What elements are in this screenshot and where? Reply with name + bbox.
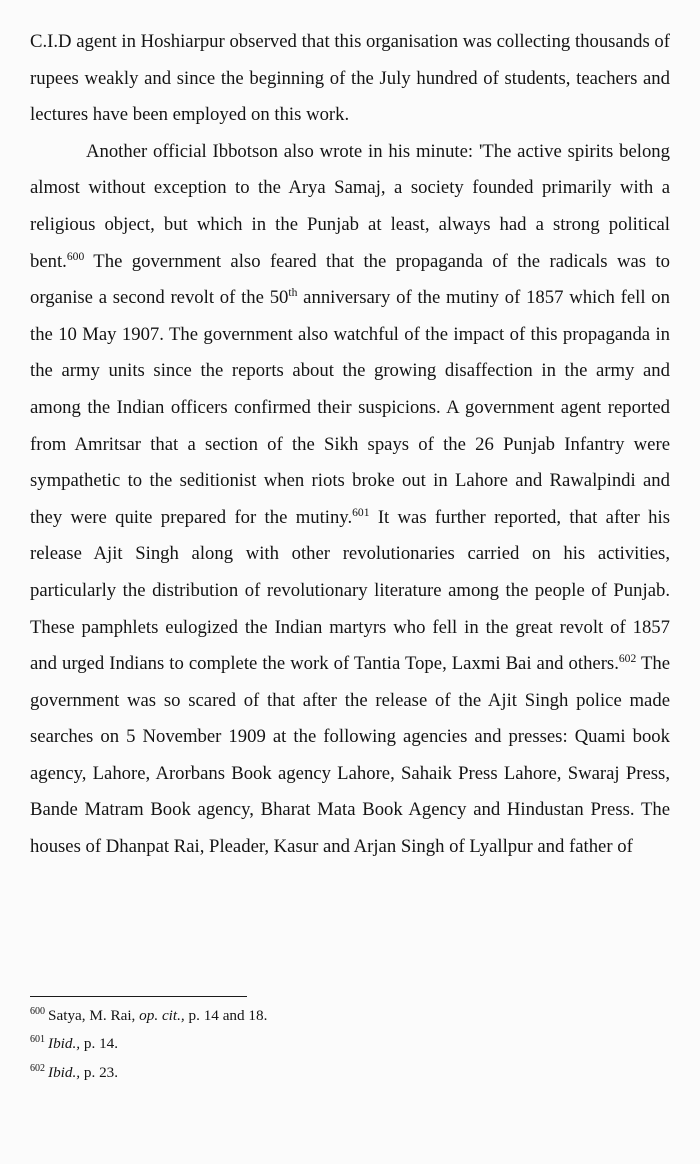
footnote-marker: th <box>288 285 298 299</box>
italic-citation-term: Ibid., <box>48 1035 81 1053</box>
footnote-number: 600 <box>30 1005 46 1017</box>
text-run: The government was so scared of that after the release of the Ajit Singh police made searches on 5 November 1909 at the following agencies and presses: Quami book agency, Lahore, Arorbans Book agency Lahore, Sahaik Press Lahore, Swaraj Press, Bande Matram Book agency, Bharat Mata Book Agency and Hindustan Press. The houses of Dhanpat Rai, Pleader, Kasur and Arjan Singh of Lyallpur and father of <box>30 653 671 858</box>
text-run: p. 14. <box>80 1035 119 1053</box>
body-text-block <box>30 24 670 866</box>
text-run: anniversary of the mutiny of 1857 which fell on the 10 May 1907. The government also watchful of the impact of this propaganda in the army units since the reports about the growing disaffection in the army and among the Indian officers confirmed their suspicions. A government agent reported from Amritsar that a section of the Sikh spays of the 26 Punjab Infantry were sympathetic to the seditionist when riots broke out in Lahore and Rawalpindi and they were quite prepared for the mutiny. <box>30 287 670 528</box>
text-run: The government also feared that the propaganda of the radicals was to organise a second revolt of the 50 <box>30 250 670 309</box>
footnote-separator-rule <box>30 996 247 997</box>
italic-citation-term: Ibid., <box>48 1063 81 1081</box>
text-run: Another official Ibbotson also wrote in his minute: 'The active spirits belong almost without exception to the Arya Samaj, a society founded primarily with a religious object, but which in the Punjab at least, always had a strong political bent. <box>30 140 670 272</box>
text-run: p. 14 and 18. <box>184 1007 268 1024</box>
footnote-marker: 601 <box>352 505 370 519</box>
footnote-item <box>30 1059 670 1087</box>
footnote-item <box>30 1030 670 1058</box>
text-run: C.I.D agent in Hoshiarpur observed that this organisation was collecting thousands of rupees weakly and since the beginning of the July hundred of students, teachers and lectures have been employed on this work. <box>30 31 670 126</box>
text-run: It was further reported, that after his release Ajit Singh along with other revolutionaries carried on his activities, particularly the distribution of revolutionary literature among the people of Punjab. These pamphlets eulogized the Indian martyrs who fell in the great revolt of 1857 and urged Indians to complete the work of Tantia Tope, Laxmi Bai and others. <box>30 506 670 675</box>
footnotes-block <box>30 1002 670 1087</box>
footnote-marker: 600 <box>66 249 85 263</box>
paragraph <box>30 134 670 866</box>
footnote-number: 601 <box>30 1034 46 1046</box>
italic-citation-term: op. cit., <box>139 1007 185 1024</box>
paragraph <box>30 24 670 134</box>
text-run: Satya, M. Rai, <box>48 1007 140 1024</box>
footnote-item <box>30 1002 670 1030</box>
footnote-number: 602 <box>30 1062 46 1074</box>
text-run: p. 23. <box>80 1063 119 1081</box>
footnote-marker: 602 <box>618 651 637 665</box>
